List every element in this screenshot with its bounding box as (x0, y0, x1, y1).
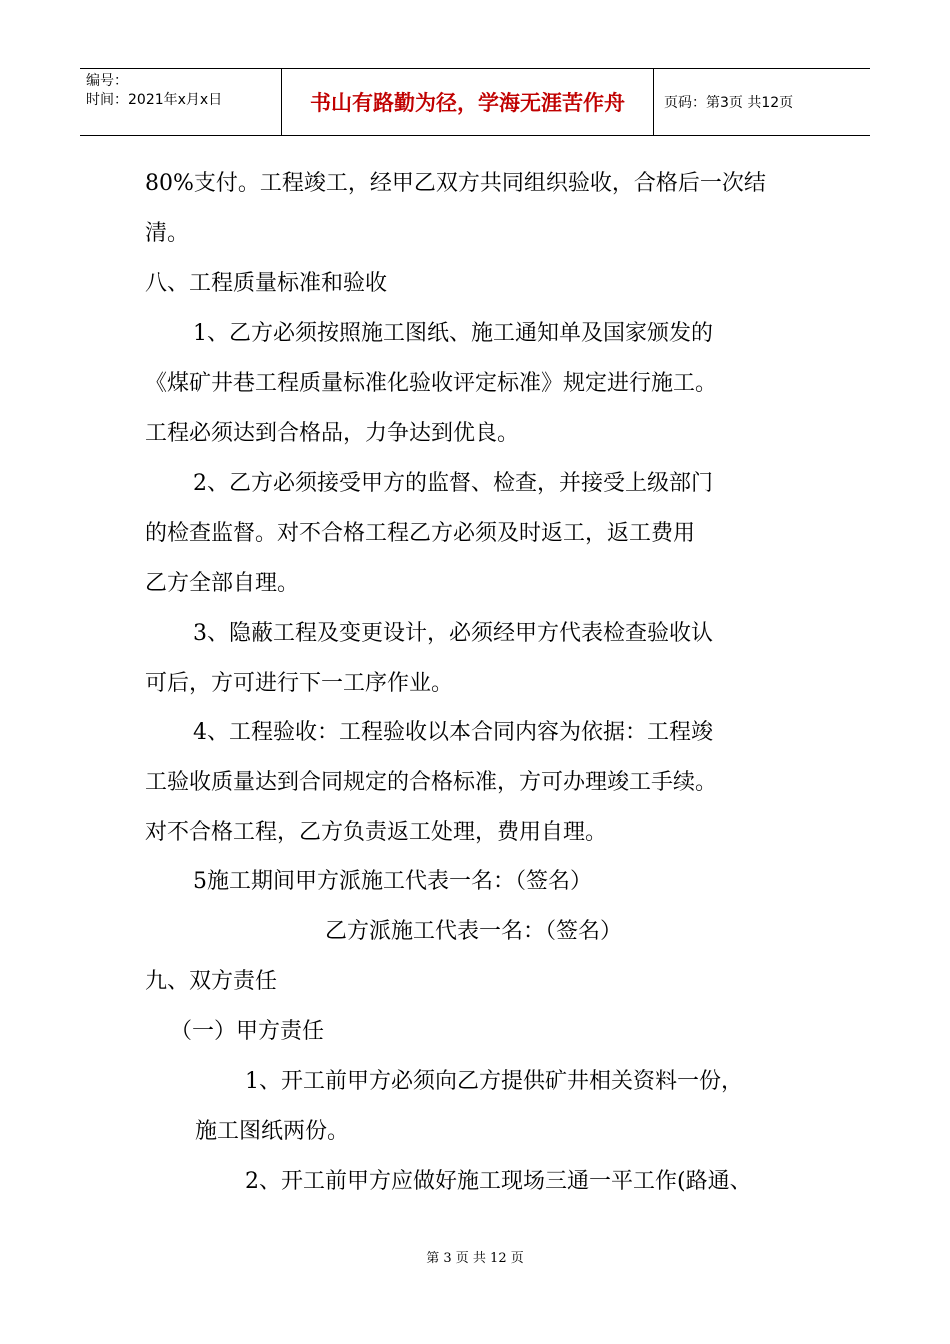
header-page-info: 页码：第3页 共12页 (664, 95, 794, 111)
page-header (80, 68, 870, 136)
body-line: 工验收质量达到合同规定的合格标准，方可办理竣工手续。 (145, 770, 718, 795)
body-line: 清。 (145, 221, 190, 246)
body-line: 工程必须达到合格品，力争达到优良。 (145, 421, 520, 446)
header-meta (80, 69, 282, 135)
section-heading: 九、双方责任 (145, 969, 278, 994)
body-line: 可后，方可进行下一工序作业。 (145, 671, 454, 696)
body-line: 乙方全部自理。 (145, 571, 300, 596)
body-line: 1、乙方必须按照施工图纸、施工通知单及国家颁发的 (193, 321, 713, 346)
body-line: 的检查监督。对不合格工程乙方必须及时返工，返工费用 (145, 521, 696, 546)
body-line: 80%支付。工程竣工，经甲乙双方共同组织验收，合格后一次结 (145, 171, 766, 196)
subsection-heading: （一）甲方责任 (170, 1019, 325, 1044)
body-line: 4、工程验收：工程验收以本合同内容为依据：工程竣 (193, 720, 713, 745)
body-line: 施工图纸两份。 (195, 1119, 350, 1144)
body-line: 1、开工前甲方必须向乙方提供矿井相关资料一份， (245, 1069, 743, 1094)
body-line: 对不合格工程，乙方负责返工处理，费用自理。 (145, 820, 608, 845)
body-line: 2、乙方必须接受甲方的监督、检查，并接受上级部门 (193, 471, 713, 496)
page-footer: 第 3 页 共 12 页 (426, 1251, 524, 1266)
document-time: 时间：2021年x月x日 (86, 92, 223, 108)
section-heading: 八、工程质量标准和验收 (145, 271, 388, 296)
header-motto: 书山有路勤为径，学海无涯苦作舟 (282, 69, 654, 135)
body-line: 乙方派施工代表一名：（签名） (325, 919, 623, 944)
body-line: 3、隐蔽工程及变更设计，必须经甲方代表检查验收认 (193, 621, 713, 646)
body-line: 《煤矿井巷工程质量标准化验收评定标准》规定进行施工。 (145, 371, 718, 396)
body-line: 2、开工前甲方应做好施工现场三通一平工作(路通、 (245, 1169, 752, 1194)
body-line: 5施工期间甲方派施工代表一名：（签名） (193, 869, 592, 894)
document-number: 编号： (86, 73, 128, 89)
